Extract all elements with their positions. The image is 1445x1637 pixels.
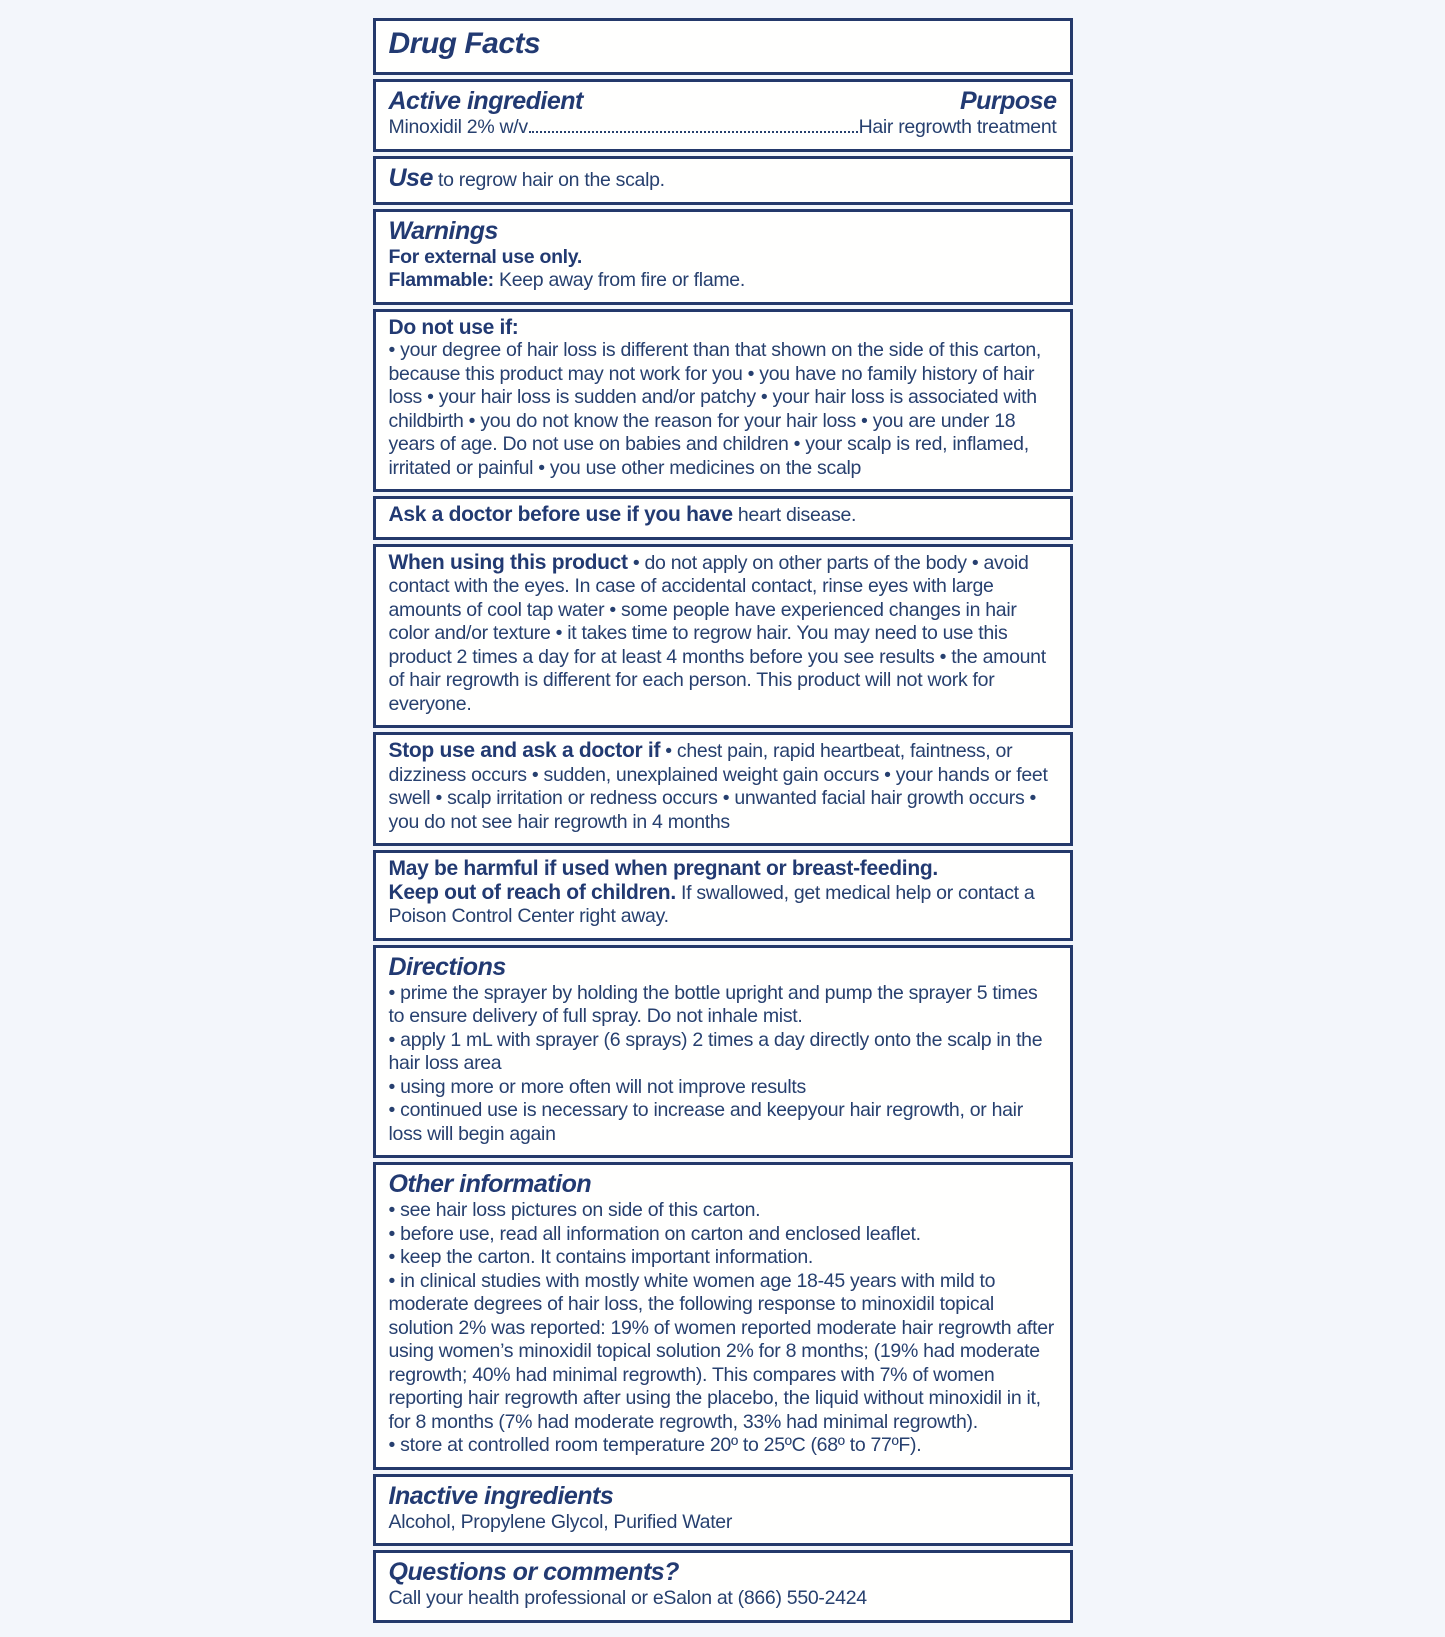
drug-facts-title: Drug Facts (388, 27, 541, 60)
other-info-bullet: • see hair loss pictures on side of this carton. (388, 1199, 761, 1221)
stop-use-paragraph (389, 739, 1057, 834)
section-stop-use (373, 732, 1073, 846)
purpose-heading: Purpose (959, 87, 1057, 115)
do-not-use-body: • your degree of hair loss is different than that shown on the side of this carton, because this product may not work for you • you have no family history of hair loss • your hair loss is sudden and/or patchy • your hair loss is associated with childbirth • you do not know the reason for your hair loss • you are under 18 years of age. Do not use on babies and children • your scalp is red, inflamed, irritated or painful • you use other medicines on the scalp (388, 339, 1042, 479)
ask-doctor-line (389, 503, 1057, 528)
other-info-bullet: • in clinical studies with mostly white women age 18-45 years with mild to moderate degrees of hair loss, the following response to minoxidil topical solution 2% was reported: 19% of women reported moderate hair regrowth after using women’s minoxidil topical solution 2% for 8 months; (19% had moderate regrowth; 40% had minimal regrowth). This compares with 7% of women reporting hair regrowth after using the placebo, the liquid without minoxidil in it, for 8 months (7% had moderate regrowth, 33% had minimal regrowth). (388, 1269, 1054, 1433)
other-information-heading: Other information (388, 1170, 592, 1198)
warnings-flammable-line (389, 269, 1057, 293)
questions-contact-line: Call your health professional or eSalon at (866) 550-2424 (388, 1587, 867, 1609)
section-active-ingredient (373, 79, 1073, 152)
stop-use-rest: • chest pain, rapid heartbeat, faintness, or dizziness occurs • sudden, unexplained weight gain occurs • your hands or feet swell • scalp irritation or redness occurs • unwanted facial hair growth occurs • you do not see hair regrowth in 4 months (388, 740, 1048, 833)
when-using-rest: • do not apply on other parts of the body • avoid contact with the eyes. In case of accidental contact, rinse eyes with large amounts of cool tap water • some people have experienced changes in hair color and/or texture • it takes time to regrow hair. You may need to use this product 2 times a day for at least 4 months before you see results • the amount of hair regrowth is different for each person. This product will not work for everyone. (388, 551, 1046, 715)
warnings-external-line: For external use only. (388, 245, 583, 268)
section-when-using (373, 544, 1073, 729)
section-directions (373, 945, 1073, 1159)
active-ingredient-heading: Active ingredient (388, 87, 583, 115)
active-ingredient-header-row (389, 86, 1057, 116)
directions-bullet: • prime the sprayer by holding the bottle upright and pump the sprayer 5 times to ensure delivery of full spray. Do not inhale mist. (388, 981, 1038, 1027)
other-info-bullet: • keep the carton. It contains important information. (388, 1246, 813, 1268)
pregnancy-line: May be harmful if used when pregnant or breast-feeding. (388, 857, 938, 880)
directions-heading: Directions (388, 952, 506, 981)
section-inactive-ingredients (373, 1474, 1073, 1547)
keep-out-of-reach-line (389, 881, 1057, 929)
when-using-bold: When using this product (388, 550, 628, 574)
section-drug-facts (373, 18, 1073, 75)
use-line (389, 163, 1057, 193)
ask-doctor-bold: Ask a doctor before use if you have (388, 503, 733, 526)
stop-use-bold: Stop use and ask a doctor if (388, 739, 661, 762)
ask-doctor-rest: heart disease. (732, 504, 857, 526)
use-heading: Use (388, 163, 433, 192)
section-pregnancy-warning (373, 850, 1073, 941)
section-do-not-use (373, 309, 1073, 493)
section-other-information (373, 1162, 1073, 1470)
dotted-leader (529, 130, 858, 133)
questions-heading: Questions or comments? (388, 1558, 679, 1586)
flammable-label: Flammable: (388, 269, 494, 291)
other-info-bullet: • store at controlled room temperature 20º to 25ºC (68º to 77ºF). (388, 1434, 922, 1456)
directions-bullet: • apply 1 mL with sprayer (6 sprays) 2 times a day directly onto the scalp in the hair loss area (388, 1028, 1043, 1074)
use-text: to regrow hair on the scalp. (432, 168, 665, 191)
do-not-use-heading: Do not use if: (388, 315, 519, 339)
keep-out-rest: If swallowed, get medical help or contact a Poison Control Center right away. (388, 881, 1035, 927)
other-info-bullet: • before use, read all information on carton and enclosed leaflet. (388, 1222, 921, 1245)
active-ingredient-row (389, 116, 1057, 140)
keep-out-bold: Keep out of reach of children. (388, 880, 676, 904)
section-warnings (373, 209, 1073, 305)
active-ingredient-name: Minoxidil 2% w/v (388, 116, 528, 138)
when-using-paragraph (389, 551, 1057, 717)
section-questions (373, 1550, 1073, 1623)
inactive-ingredients-list: Alcohol, Propylene Glycol, Purified Water (388, 1510, 733, 1533)
directions-bullet: • continued use is necessary to increase and keepyour hair regrowth, or hair loss will begin again (388, 1099, 1023, 1145)
drug-facts-label (373, 18, 1073, 1623)
flammable-text: Keep away from fire or flame. (493, 269, 745, 291)
section-ask-doctor (373, 496, 1073, 540)
warnings-heading: Warnings (388, 216, 498, 245)
purpose-value: Hair regrowth treatment (858, 116, 1057, 138)
directions-bullet: • using more or more often will not improve results (388, 1075, 806, 1098)
section-use (373, 156, 1073, 205)
inactive-ingredients-heading: Inactive ingredients (388, 1481, 614, 1510)
